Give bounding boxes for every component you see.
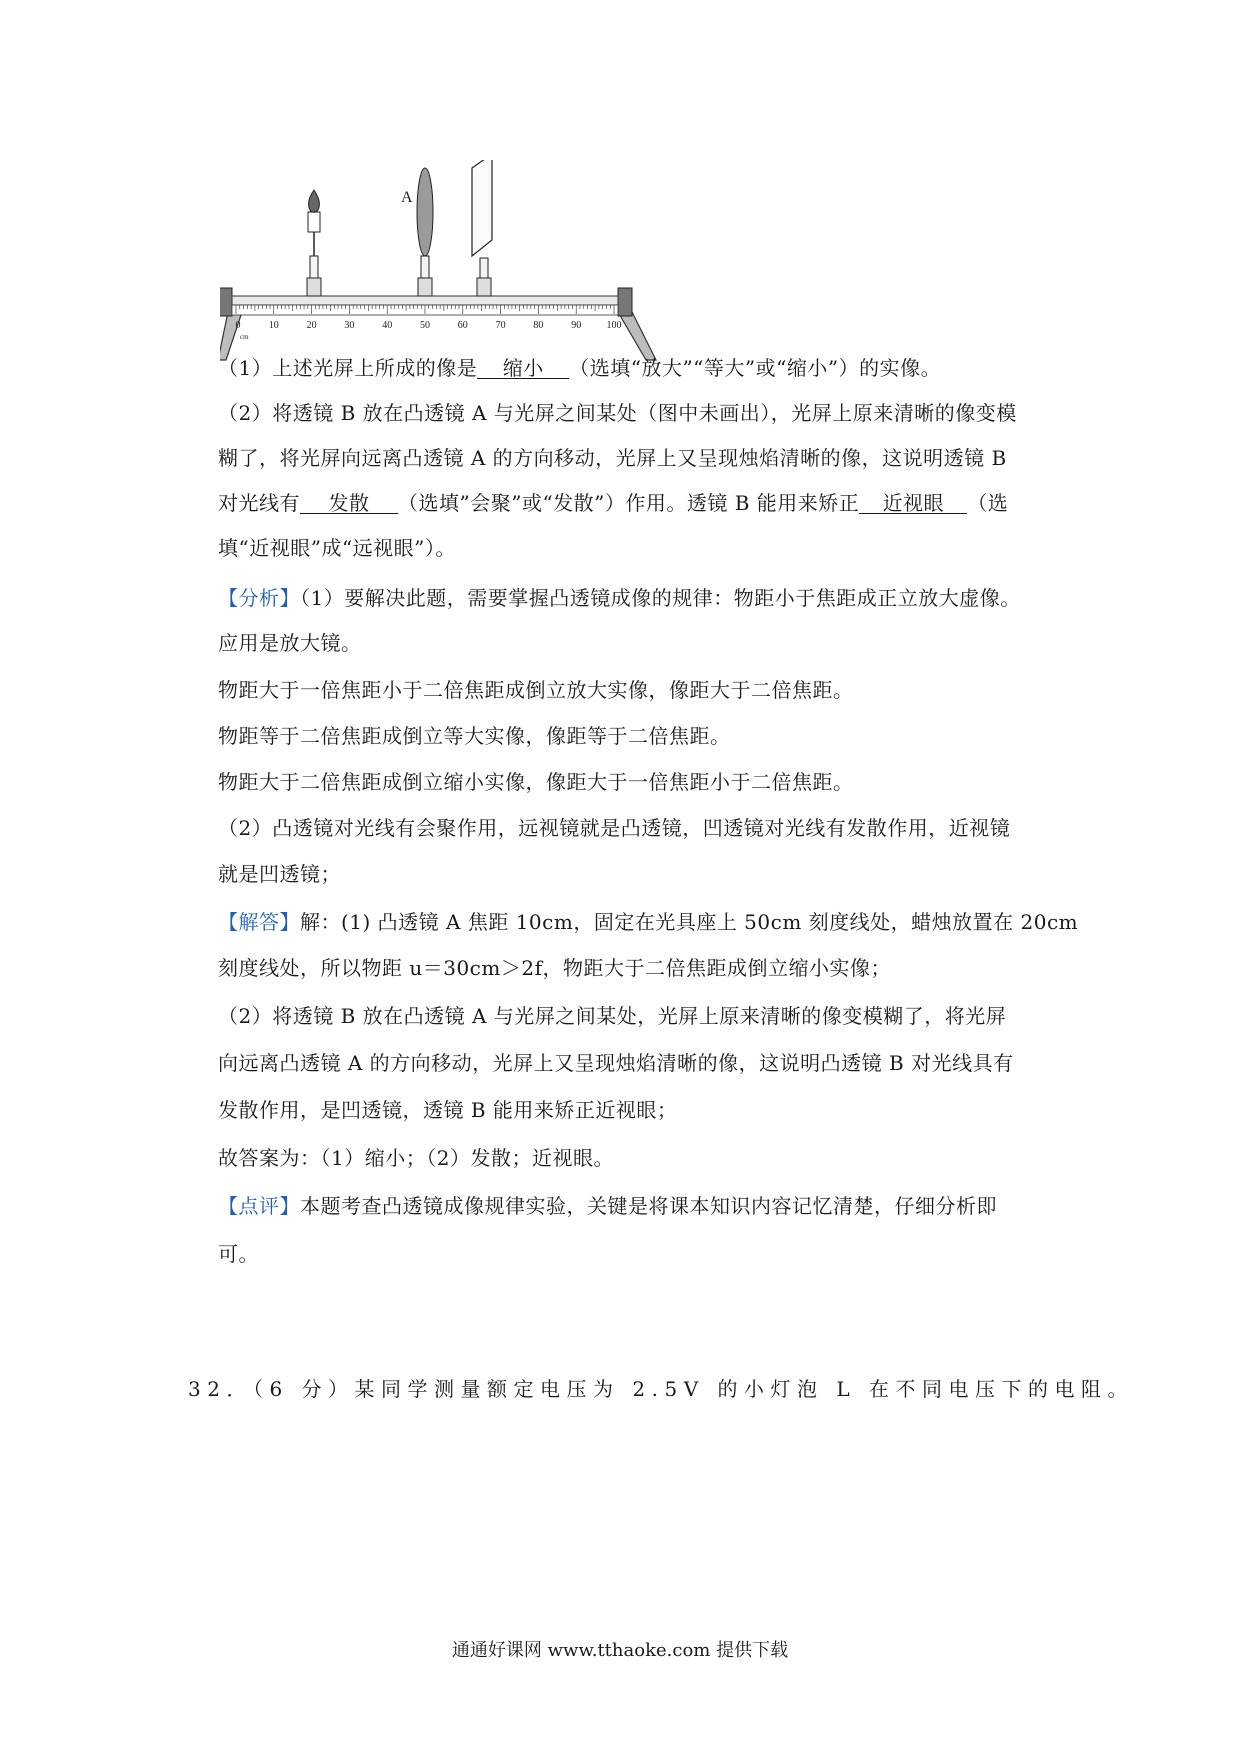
analysis-line-5: 物距大于二倍焦距成倒立缩小实像，像距大于一倍焦距小于二倍焦距。 [218, 770, 854, 794]
scale-tick-labels [236, 320, 622, 331]
solution-line-1 [218, 912, 1078, 932]
light-screen [472, 160, 492, 296]
scale-tick-label: 40 [382, 320, 393, 331]
lens-a-label: A [401, 189, 413, 206]
q1-pre: （1）上述光屏上所成的像是 [218, 356, 478, 380]
scale-tick-label: 30 [344, 320, 355, 331]
scale-tick-label: 60 [457, 320, 468, 331]
bench-left-end [220, 288, 232, 316]
analysis-line-4: 物距等于二倍焦距成倒立等大实像，像距等于二倍焦距。 [218, 724, 731, 748]
q2-line-1: （2）将透镜 B 放在凸透镜 A 与光屏之间某处（图中未画出），光屏上原来清晰的像变模 [218, 401, 1017, 425]
optical-bench-figure [220, 160, 740, 365]
solution-line-5: 发散作用，是凹透镜，透镜 B 能用来矫正近视眼； [218, 1098, 678, 1122]
comment-line-2: 可。 [218, 1242, 259, 1266]
lens-a-icon [417, 168, 433, 256]
solution-line-4: 向远离凸透镜 A 的方向移动，光屏上又呈现烛焰清晰的像，这说明凸透镜 B 对光线具有 [218, 1051, 1014, 1075]
analysis-text-1: （1）要解决此题，需要掌握凸透镜成像的规律：物距小于焦距成正立放大虚像。 [300, 586, 1021, 610]
solution-line-3: （2）将透镜 B 放在凸透镜 A 与光屏之间某处，光屏上原来清晰的像变模糊了，将光屏 [218, 1004, 1007, 1028]
candle-flame-icon [309, 190, 320, 212]
solution-tag: 【解答】 [218, 910, 300, 934]
q2-line-2: 糊了，将光屏向远离凸透镜 A 的方向移动，光屏上又呈现烛焰清晰的像，这说明透镜 B [218, 446, 1007, 470]
scale-tick-label: 70 [495, 320, 506, 331]
q2-line3-mid: （选填”会聚”或“发散”）作用。透镜 B 能用来矫正 [398, 491, 860, 515]
scale-tick-label: 90 [571, 320, 582, 331]
scale-tick-label: 0 [235, 320, 241, 331]
scale-tick-label: 20 [306, 320, 317, 331]
comment-line-1 [218, 1196, 997, 1216]
bench-right-end [618, 288, 632, 316]
scale-tick-label: 10 [268, 320, 279, 331]
bench-rail [232, 296, 618, 305]
question-1 [218, 358, 941, 379]
q2-line-3 [218, 493, 1008, 514]
solution-line-6: 故答案为：（1）缩小；（2）发散；近视眼。 [218, 1146, 614, 1170]
analysis-line-7: 就是凹透镜； [218, 862, 341, 886]
bench-right-leg [618, 312, 656, 360]
q2-answer-1: 发散 [300, 493, 398, 514]
q2-line-4: 填“近视眼”成“远视眼”）。 [218, 536, 456, 560]
q2-answer-2: 近视眼 [859, 493, 967, 514]
comment-tag: 【点评】 [218, 1194, 300, 1218]
scale-tick-label: 50 [420, 320, 430, 331]
solution-line-2: 刻度线处，所以物距 u＝30cm＞2f，物距大于二倍焦距成倒立缩小实像； [218, 956, 891, 980]
scale-unit-label: cm [240, 333, 249, 341]
screen-panel-icon [472, 160, 492, 256]
q2-line3-post: （选 [967, 491, 1009, 515]
analysis-line-1 [218, 588, 1021, 608]
analysis-line-6: （2）凸透镜对光线有会聚作用，远视镜就是凸透镜，凹透镜对光线有发散作用，近视镜 [218, 816, 1011, 840]
scale-tick-label: 80 [533, 320, 544, 331]
question-32: 32．（6 分）某同学测量额定电压为 2.5V 的小灯泡 L 在不同电压下的电阻。 [188, 1377, 1134, 1401]
solution-text-1: 解：(1) 凸透镜 A 焦距 10cm，固定在光具座上 50cm 刻度线处，蜡烛放置在 20cm [300, 910, 1079, 934]
analysis-line-3: 物距大于一倍焦距小于二倍焦距成倒立放大实像，像距大于二倍焦距。 [218, 678, 854, 702]
candle [307, 190, 321, 296]
q1-answer: 缩小 [477, 358, 569, 379]
comment-text-1: 本题考查凸透镜成像规律实验，关键是将课本知识内容记忆清楚，仔细分析即 [300, 1194, 997, 1218]
q2-line3-pre: 对光线有 [218, 491, 300, 515]
q1-post: （选填“放大”“等大”或“缩小”）的实像。 [569, 356, 942, 380]
analysis-tag: 【分析】 [218, 586, 300, 610]
scale-tick-label: 100 [606, 320, 622, 331]
footer-watermark: 通通好课网 www.tthaoke.com 提供下载 [451, 1640, 789, 1661]
analysis-line-2: 应用是放大镜。 [218, 631, 362, 655]
convex-lens-a [417, 168, 433, 296]
